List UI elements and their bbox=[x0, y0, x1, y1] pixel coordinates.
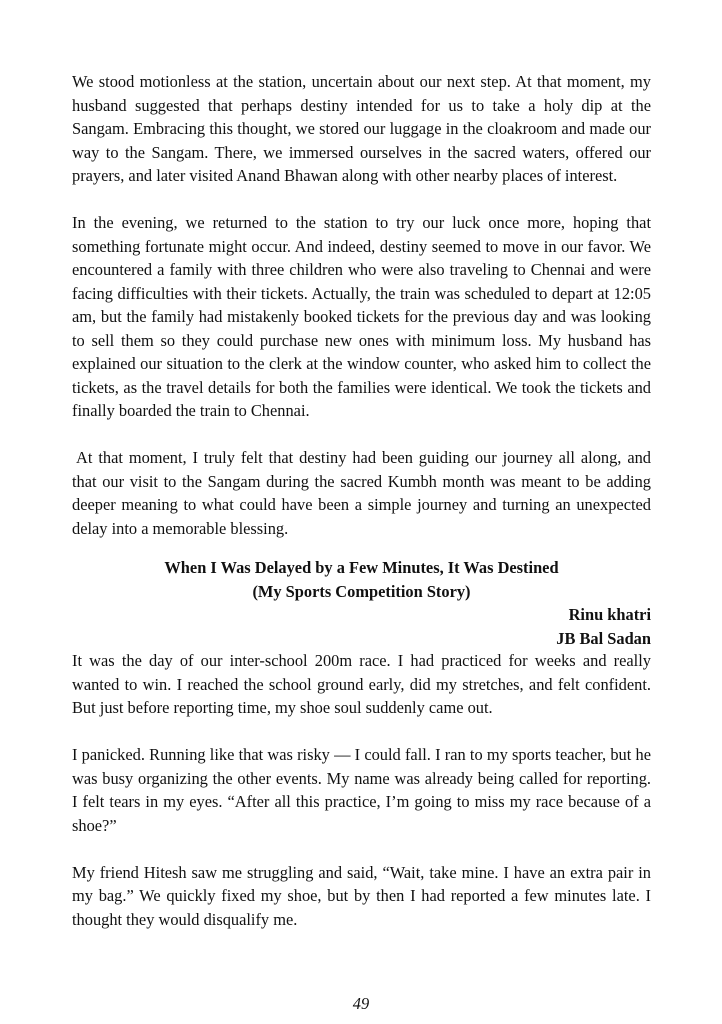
paragraph-friend: My friend Hitesh saw me struggling and said, “Wait, take mine. I have an extra pair in my bag.” We quickly fixed my shoe, but by then I had reported a few minutes late. I thought they would disqualify me. bbox=[72, 862, 651, 929]
page-number: 49 bbox=[352, 994, 370, 1013]
paragraph-spacer bbox=[72, 423, 651, 447]
document-page bbox=[72, 70, 651, 931]
story-author: Rinu khatri bbox=[568, 605, 651, 624]
paragraph-panic: I panicked. Running like that was risky — I could fall. I ran to my sports teacher, but he was busy organizing the other events. My name was already being called for reporting. I felt tears in my eyes. “After all this practice, I’m going to miss my race because of a shoe?” bbox=[72, 745, 651, 835]
paragraph-race-day: It was the day of our inter-school 200m race. I had practiced for weeks and really wanted to win. I reached the school ground early, did my stretches, and felt confident. But just before reporting time, my shoe soul suddenly came out. bbox=[72, 651, 651, 717]
paragraph-spacer bbox=[72, 720, 651, 744]
paragraph-spacer bbox=[72, 837, 651, 861]
paragraph-destiny: At that moment, I truly felt that destiny had been guiding our journey all along, and that our visit to the Sangam during the sacred Kumbh month was meant to be adding deeper meaning to what could have been a simple journey and turning an unexpected delay into a memorable blessing. bbox=[72, 448, 651, 538]
paragraph-station: We stood motionless at the station, uncertain about our next step. At that moment, my husband suggested that perhaps destiny intended for us to take a holy dip at the Sangam. Embracing this thought, we stored our luggage in the cloakroom and made our way to the Sangam. There, we immersed ourselves in the sacred waters, offered our prayers, and later visited Anand Bhawan along with other nearby places of interest. bbox=[72, 72, 651, 185]
story-affiliation: JB Bal Sadan bbox=[556, 628, 651, 648]
story-title: When I Was Delayed by a Few Minutes, It Was Destined bbox=[164, 558, 559, 577]
story-subtitle: (My Sports Competition Story) bbox=[252, 581, 471, 601]
paragraph-spacer bbox=[72, 188, 651, 212]
paragraph-evening: In the evening, we returned to the station to try our luck once more, hoping that something fortunate might occur. And indeed, destiny seemed to move in our favor. We encountered a family with three children who were also traveling to Chennai and were facing difficulties with their tickets. Actually, the train was scheduled to depart at 12:05 am, but the family had mistakenly booked tickets for the previous day and was looking to sell them so they could purchase new ones with minimum loss. My husband has explained our situation to the clerk at the window counter, who asked him to collect the tickets, as the travel details for both the families were identical. We took the tickets and finally boarded the train to Chennai. bbox=[72, 213, 651, 420]
